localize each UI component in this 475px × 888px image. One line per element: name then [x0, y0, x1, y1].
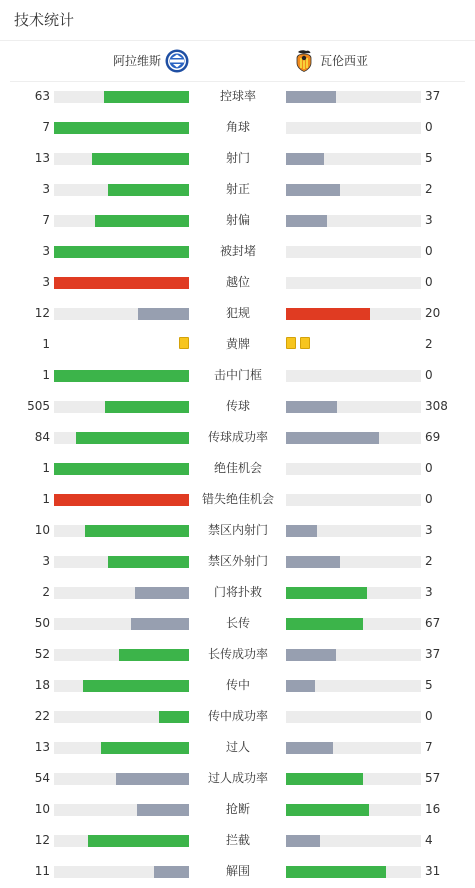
- away-value: 20: [425, 306, 441, 320]
- stat-row: [0, 360, 475, 391]
- away-bar-track: [286, 184, 421, 196]
- away-value: 0: [425, 368, 433, 382]
- stat-row: [0, 453, 475, 484]
- away-value: 5: [425, 151, 433, 165]
- home-bar-track: [54, 184, 189, 196]
- yellow-card-icon: [300, 337, 310, 349]
- home-value: 3: [42, 554, 50, 568]
- home-bar-track: [54, 153, 189, 165]
- home-bar-track: [54, 494, 189, 506]
- away-bar-track: [286, 494, 421, 506]
- away-value: 69: [425, 430, 441, 444]
- stats-list: [0, 81, 475, 887]
- away-value: 3: [425, 585, 433, 599]
- home-bar-track: [54, 401, 189, 413]
- away-bar-fill: [286, 804, 369, 816]
- home-value: 7: [42, 120, 50, 134]
- away-value: 5: [425, 678, 433, 692]
- away-bar-track: [286, 153, 421, 165]
- home-bar-fill: [108, 184, 189, 196]
- away-bar-track: [286, 587, 421, 599]
- home-bar-track: [54, 556, 189, 568]
- away-value: 4: [425, 833, 433, 847]
- stat-row: [0, 732, 475, 763]
- stat-label: 禁区内射门: [207, 523, 268, 537]
- stat-row: [0, 825, 475, 856]
- stat-label: 绝佳机会: [213, 461, 262, 475]
- away-value: 0: [425, 120, 433, 134]
- home-bar-track: [54, 835, 189, 847]
- away-value: 2: [425, 182, 433, 196]
- stat-row: [0, 577, 475, 608]
- home-yellow-cards: [54, 337, 189, 351]
- stat-row: [0, 329, 475, 360]
- home-bar-fill: [154, 866, 189, 878]
- home-bar-fill: [131, 618, 189, 630]
- away-bar-track: [286, 308, 421, 320]
- away-value: 0: [425, 275, 433, 289]
- away-value: 37: [425, 647, 441, 661]
- stat-label: 解围: [225, 864, 250, 878]
- stat-label: 传球: [225, 399, 250, 413]
- away-bar-track: [286, 432, 421, 444]
- away-value: 3: [425, 213, 433, 227]
- away-value: 3: [425, 523, 433, 537]
- away-value: 308: [425, 399, 448, 413]
- stat-label: 射正: [225, 182, 250, 196]
- away-bar-fill: [286, 401, 337, 413]
- stat-row: [0, 546, 475, 577]
- away-value: 0: [425, 461, 433, 475]
- stat-row: [0, 143, 475, 174]
- valencia-crest-icon: [292, 49, 316, 73]
- away-bar-fill: [286, 525, 317, 537]
- stat-label: 越位: [225, 275, 250, 289]
- home-bar-track: [54, 91, 189, 103]
- stat-row: [0, 205, 475, 236]
- stat-row: [0, 391, 475, 422]
- stat-row: [0, 422, 475, 453]
- away-yellow-cards: [286, 337, 421, 351]
- away-bar-fill: [286, 773, 363, 785]
- header-divider: [0, 40, 475, 41]
- away-bar-track: [286, 649, 421, 661]
- home-bar-fill: [88, 835, 189, 847]
- away-bar-track: [286, 122, 421, 134]
- stat-row: [0, 701, 475, 732]
- home-value: 1: [42, 461, 50, 475]
- home-bar-fill: [137, 804, 189, 816]
- stat-label: 击中门框: [213, 368, 262, 382]
- home-value: 13: [34, 151, 50, 165]
- home-value: 12: [34, 306, 50, 320]
- home-value: 1: [42, 492, 50, 506]
- away-bar-fill: [286, 184, 340, 196]
- home-value: 505: [27, 399, 50, 413]
- home-bar-track: [54, 463, 189, 475]
- stat-row: [0, 670, 475, 701]
- home-bar-track: [54, 618, 189, 630]
- home-bar-track: [54, 370, 189, 382]
- away-bar-fill: [286, 153, 324, 165]
- home-bar-fill: [108, 556, 189, 568]
- home-bar-track: [54, 649, 189, 661]
- home-bar-track: [54, 122, 189, 134]
- away-value: 0: [425, 244, 433, 258]
- stat-label: 控球率: [219, 89, 256, 103]
- stat-row: [0, 856, 475, 887]
- home-value: 13: [34, 740, 50, 754]
- home-value: 22: [34, 709, 50, 723]
- home-bar-track: [54, 246, 189, 258]
- home-value: 50: [34, 616, 50, 630]
- away-team[interactable]: [292, 49, 368, 73]
- away-bar-fill: [286, 308, 370, 320]
- stat-label: 长传: [225, 616, 250, 630]
- away-bar-track: [286, 711, 421, 723]
- away-bar-fill: [286, 680, 315, 692]
- alaves-crest-icon: [165, 49, 189, 73]
- away-value: 7: [425, 740, 433, 754]
- home-bar-track: [54, 277, 189, 289]
- home-value: 84: [34, 430, 50, 444]
- home-bar-fill: [135, 587, 189, 599]
- home-value: 63: [34, 89, 50, 103]
- home-bar-fill: [116, 773, 189, 785]
- home-bar-track: [54, 587, 189, 599]
- stat-label: 错失绝佳机会: [201, 492, 274, 506]
- stat-label: 犯规: [225, 306, 250, 320]
- stat-label: 抢断: [225, 802, 250, 816]
- stat-row: [0, 794, 475, 825]
- away-bar-track: [286, 463, 421, 475]
- home-bar-fill: [92, 153, 189, 165]
- away-value: 2: [425, 554, 433, 568]
- away-value: 0: [425, 492, 433, 506]
- home-bar-track: [54, 215, 189, 227]
- home-bar-track: [54, 432, 189, 444]
- home-bar-track: [54, 742, 189, 754]
- away-value: 67: [425, 616, 441, 630]
- home-bar-fill: [54, 277, 189, 289]
- home-bar-fill: [95, 215, 190, 227]
- away-bar-track: [286, 91, 421, 103]
- home-value: 52: [34, 647, 50, 661]
- away-bar-track: [286, 804, 421, 816]
- home-bar-fill: [83, 680, 189, 692]
- home-bar-fill: [76, 432, 189, 444]
- home-value: 11: [34, 864, 50, 878]
- stat-label: 门将扑救: [213, 585, 262, 599]
- home-bar-track: [54, 525, 189, 537]
- yellow-card-icon: [286, 337, 296, 349]
- away-value: 2: [425, 337, 433, 351]
- away-bar-fill: [286, 91, 336, 103]
- stat-row: [0, 298, 475, 329]
- home-value: 10: [34, 523, 50, 537]
- away-bar-fill: [286, 215, 327, 227]
- home-bar-fill: [119, 649, 189, 661]
- home-bar-fill: [159, 711, 189, 723]
- stat-label: 传球成功率: [207, 430, 268, 444]
- away-bar-track: [286, 525, 421, 537]
- away-bar-track: [286, 866, 421, 878]
- stat-row: [0, 112, 475, 143]
- away-value: 37: [425, 89, 441, 103]
- away-bar-track: [286, 556, 421, 568]
- home-bar-track: [54, 711, 189, 723]
- away-bar-fill: [286, 587, 367, 599]
- away-bar-track: [286, 742, 421, 754]
- home-bar-fill: [105, 401, 189, 413]
- stat-label: 拦截: [225, 833, 250, 847]
- yellow-card-icon: [179, 337, 189, 349]
- away-bar-track: [286, 773, 421, 785]
- away-bar-track: [286, 246, 421, 258]
- stat-row: [0, 608, 475, 639]
- home-bar-track: [54, 308, 189, 320]
- stat-label: 黄牌: [225, 337, 250, 351]
- stat-label: 射偏: [225, 213, 250, 227]
- away-bar-track: [286, 215, 421, 227]
- away-bar-track: [286, 401, 421, 413]
- home-bar-fill: [54, 122, 189, 134]
- page-title: 技术统计: [14, 11, 75, 29]
- home-value: 2: [42, 585, 50, 599]
- away-value: 16: [425, 802, 441, 816]
- home-value: 3: [42, 244, 50, 258]
- away-bar-fill: [286, 649, 336, 661]
- away-value: 0: [425, 709, 433, 723]
- home-bar-fill: [54, 370, 189, 382]
- stat-label: 射门: [225, 151, 250, 165]
- home-value: 10: [34, 802, 50, 816]
- stat-label: 禁区外射门: [207, 554, 268, 568]
- home-bar-track: [54, 773, 189, 785]
- home-value: 1: [42, 368, 50, 382]
- home-value: 1: [42, 337, 50, 351]
- stat-row: [0, 174, 475, 205]
- home-value: 12: [34, 833, 50, 847]
- stat-row: [0, 484, 475, 515]
- stat-label: 过人成功率: [207, 771, 268, 785]
- home-value: 18: [34, 678, 50, 692]
- stat-label: 传中成功率: [207, 709, 268, 723]
- home-bar-track: [54, 680, 189, 692]
- away-team-name: 瓦伦西亚: [320, 54, 369, 68]
- home-bar-fill: [54, 463, 189, 475]
- home-value: 3: [42, 275, 50, 289]
- away-bar-track: [286, 835, 421, 847]
- home-bar-fill: [138, 308, 189, 320]
- stat-row: [0, 236, 475, 267]
- away-bar-fill: [286, 556, 340, 568]
- home-value: 7: [42, 213, 50, 227]
- home-bar-track: [54, 804, 189, 816]
- home-bar-fill: [54, 494, 189, 506]
- stat-row: [0, 515, 475, 546]
- home-team-name: 阿拉维斯: [113, 54, 162, 68]
- away-bar-fill: [286, 742, 333, 754]
- away-bar-track: [286, 277, 421, 289]
- home-bar-track: [54, 866, 189, 878]
- home-value: 54: [34, 771, 50, 785]
- stat-row: [0, 639, 475, 670]
- stat-label: 过人: [225, 740, 250, 754]
- stat-label: 角球: [225, 120, 250, 134]
- home-value: 3: [42, 182, 50, 196]
- away-bar-fill: [286, 618, 363, 630]
- away-bar-track: [286, 370, 421, 382]
- away-bar-fill: [286, 432, 379, 444]
- stat-label: 传中: [225, 678, 250, 692]
- home-team[interactable]: [113, 49, 189, 73]
- away-value: 57: [425, 771, 441, 785]
- home-bar-fill: [104, 91, 189, 103]
- away-bar-fill: [286, 835, 320, 847]
- home-bar-fill: [85, 525, 189, 537]
- away-value: 31: [425, 864, 441, 878]
- stat-row: [0, 81, 475, 112]
- stat-row: [0, 763, 475, 794]
- stat-label: 长传成功率: [207, 647, 268, 661]
- home-bar-fill: [101, 742, 189, 754]
- away-bar-fill: [286, 866, 386, 878]
- away-bar-track: [286, 680, 421, 692]
- home-bar-fill: [54, 246, 189, 258]
- stat-row: [0, 267, 475, 298]
- away-bar-track: [286, 618, 421, 630]
- stat-label: 被封堵: [219, 244, 256, 258]
